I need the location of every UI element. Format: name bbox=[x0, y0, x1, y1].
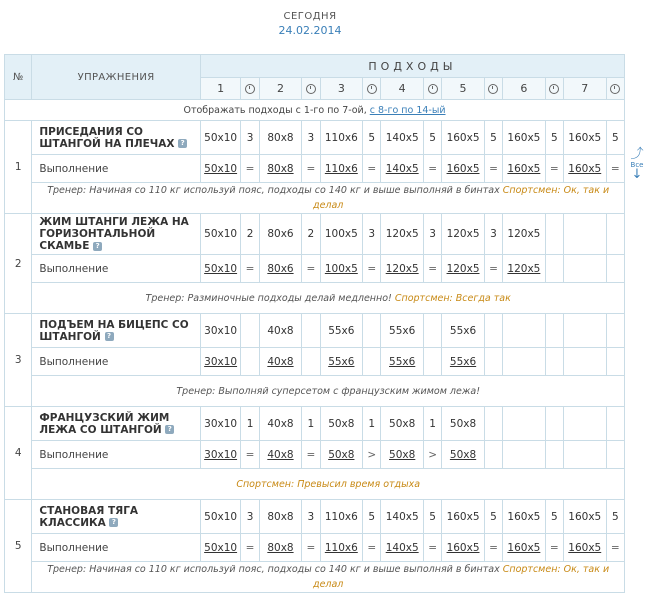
rest-time-cell bbox=[363, 314, 381, 348]
done-set-cell[interactable] bbox=[259, 441, 302, 469]
sets-range-info bbox=[5, 100, 625, 121]
exercise-name[interactable] bbox=[32, 314, 200, 348]
help-icon[interactable]: ? bbox=[105, 332, 114, 341]
planned-set-cell: 55x6 bbox=[442, 314, 485, 348]
planned-set-cell: 110x6 bbox=[320, 121, 363, 155]
done-set-cell[interactable] bbox=[442, 441, 485, 469]
up-arrow-icon: ⤴ bbox=[630, 147, 644, 162]
rest-time-cell bbox=[484, 314, 502, 348]
planned-set-cell bbox=[563, 407, 606, 441]
rest-time-cell: 5 bbox=[423, 121, 441, 155]
done-set-link[interactable]: 110x6 bbox=[324, 541, 358, 554]
exercise-title: СТАНОВАЯ ТЯГА КЛАССИКА bbox=[39, 504, 139, 529]
rest-compare-cell: = bbox=[302, 441, 320, 469]
rest-time-cell bbox=[302, 314, 320, 348]
rest-compare-cell: > bbox=[423, 441, 441, 469]
rest-time-cell bbox=[545, 214, 563, 255]
rest-compare-cell: = bbox=[241, 534, 259, 562]
planned-set-cell: 50x8 bbox=[442, 407, 485, 441]
planned-set-cell: 160x5 bbox=[442, 121, 485, 155]
rest-time-cell bbox=[545, 314, 563, 348]
planned-set-cell bbox=[503, 407, 546, 441]
sets-range-link[interactable]: с 8-го по 14-ый bbox=[369, 104, 446, 116]
planned-set-cell: 110x6 bbox=[320, 500, 363, 534]
done-set-cell bbox=[563, 255, 606, 283]
rest-time-cell: 3 bbox=[423, 214, 441, 255]
exercise-done-row bbox=[5, 255, 625, 283]
done-set-link[interactable]: 80x8 bbox=[267, 162, 294, 175]
rest-time-cell: 3 bbox=[241, 500, 259, 534]
comment-cell bbox=[32, 562, 625, 593]
exercise-comment-row bbox=[5, 183, 625, 214]
rest-compare-cell: = bbox=[484, 534, 502, 562]
done-set-link[interactable]: 30x10 bbox=[204, 355, 238, 368]
planned-set-cell: 40x8 bbox=[259, 314, 302, 348]
done-set-cell bbox=[563, 348, 606, 376]
done-set-link[interactable]: 55x6 bbox=[328, 355, 355, 368]
rest-compare-cell: = bbox=[302, 155, 320, 183]
set-number-7: 7 bbox=[563, 78, 606, 100]
rest-time-cell: 5 bbox=[545, 500, 563, 534]
rest-compare-cell bbox=[545, 348, 563, 376]
rest-clock-icon bbox=[302, 78, 320, 100]
rest-compare-cell: = bbox=[606, 534, 624, 562]
rest-compare-cell: = bbox=[363, 255, 381, 283]
done-set-cell[interactable] bbox=[442, 534, 485, 562]
coach-comment: Тренер: Разминочные подходы делай медленно! bbox=[145, 292, 392, 304]
done-set-link[interactable]: 160x5 bbox=[446, 162, 480, 175]
planned-set-cell: 100x5 bbox=[320, 214, 363, 255]
done-set-link[interactable]: 50x8 bbox=[328, 448, 355, 461]
planned-set-cell: 160x5 bbox=[563, 121, 606, 155]
planned-set-cell bbox=[563, 214, 606, 255]
done-set-cell bbox=[503, 348, 546, 376]
done-label: Выполнение bbox=[32, 441, 200, 469]
done-set-cell[interactable] bbox=[200, 155, 241, 183]
col-num-header: № bbox=[5, 55, 32, 100]
exercise-done-row bbox=[5, 534, 625, 562]
planned-set-cell: 80x8 bbox=[259, 500, 302, 534]
done-set-link[interactable]: 160x5 bbox=[568, 541, 602, 554]
col-exercises-header: УПРАЖНЕНИЯ bbox=[32, 55, 200, 100]
planned-set-cell: 30x10 bbox=[200, 314, 241, 348]
done-set-link[interactable]: 55x6 bbox=[449, 355, 477, 368]
workout-table bbox=[4, 54, 625, 593]
exercise-title: ПРИСЕДАНИЯ СО ШТАНГОЙ НА ПЛЕЧАХ bbox=[39, 125, 175, 150]
help-icon[interactable]: ? bbox=[165, 425, 174, 434]
rest-clock-icon bbox=[484, 78, 502, 100]
date-header bbox=[0, 11, 620, 37]
rest-time-cell: 3 bbox=[484, 214, 502, 255]
rest-clock-icon bbox=[241, 78, 259, 100]
done-set-cell[interactable] bbox=[442, 255, 485, 283]
done-set-cell[interactable] bbox=[442, 348, 485, 376]
rest-compare-cell bbox=[302, 348, 320, 376]
rest-compare-cell: = bbox=[363, 534, 381, 562]
show-all-toggle[interactable] bbox=[627, 149, 647, 181]
rest-time-cell bbox=[423, 314, 441, 348]
exercise-plan-row bbox=[5, 407, 625, 441]
rest-compare-cell: = bbox=[241, 441, 259, 469]
rest-time-cell bbox=[606, 314, 624, 348]
rest-compare-cell: = bbox=[484, 155, 502, 183]
done-set-cell[interactable] bbox=[320, 348, 363, 376]
exercise-plan-row bbox=[5, 314, 625, 348]
today-label: СЕГОДНЯ bbox=[283, 11, 337, 22]
set-number-5: 5 bbox=[442, 78, 485, 100]
done-set-link[interactable]: 100x5 bbox=[324, 262, 358, 275]
rest-time-cell: 5 bbox=[484, 121, 502, 155]
exercise-title: ФРАНЦУЗСКИЙ ЖИМ ЛЕЖА СО ШТАНГОЙ bbox=[39, 411, 170, 436]
rest-clock-icon bbox=[423, 78, 441, 100]
done-set-link[interactable]: 140x5 bbox=[385, 541, 419, 554]
done-set-cell[interactable] bbox=[381, 255, 424, 283]
rest-compare-cell bbox=[484, 441, 502, 469]
athlete-comment: Спортсмен: Всегда так bbox=[394, 292, 511, 304]
done-set-cell[interactable] bbox=[381, 348, 424, 376]
rest-time-cell: 5 bbox=[423, 500, 441, 534]
rest-compare-cell: = bbox=[363, 155, 381, 183]
exercise-number: 2 bbox=[5, 214, 32, 314]
planned-set-cell: 80x6 bbox=[259, 214, 302, 255]
rest-time-cell: 1 bbox=[241, 407, 259, 441]
done-set-cell[interactable] bbox=[320, 155, 363, 183]
done-set-link[interactable]: 160x5 bbox=[568, 162, 602, 175]
exercise-plan-row bbox=[5, 500, 625, 534]
rest-time-cell: 3 bbox=[363, 214, 381, 255]
coach-comment: Тренер: Начиная со 110 кг используй пояс, подходы со 140 кг и выше выполняй в бинтах bbox=[47, 185, 500, 196]
rest-clock-icon bbox=[606, 78, 624, 100]
done-set-link[interactable]: 140x5 bbox=[385, 162, 419, 175]
done-set-cell[interactable] bbox=[563, 534, 606, 562]
rest-time-cell: 2 bbox=[302, 214, 320, 255]
rest-compare-cell: = bbox=[241, 155, 259, 183]
done-set-link[interactable]: 40x8 bbox=[267, 355, 294, 368]
exercise-plan-row bbox=[5, 214, 625, 255]
done-set-cell[interactable] bbox=[320, 534, 363, 562]
athlete-comment: Спортсмен: Ок, так и делал bbox=[313, 564, 610, 590]
planned-set-cell: 55x6 bbox=[320, 314, 363, 348]
exercise-number: 5 bbox=[5, 500, 32, 593]
planned-set-cell: 55x6 bbox=[381, 314, 424, 348]
planned-set-cell: 30x10 bbox=[200, 407, 241, 441]
done-set-cell[interactable] bbox=[381, 155, 424, 183]
done-set-link[interactable]: 50x8 bbox=[389, 448, 416, 461]
set-number-1: 1 bbox=[200, 78, 241, 100]
exercise-number: 3 bbox=[5, 314, 32, 407]
done-set-cell bbox=[563, 441, 606, 469]
rest-compare-cell: = bbox=[241, 255, 259, 283]
rest-time-cell: 5 bbox=[545, 121, 563, 155]
done-label: Выполнение bbox=[32, 155, 200, 183]
done-set-cell[interactable] bbox=[200, 255, 241, 283]
done-set-cell[interactable] bbox=[200, 534, 241, 562]
rest-time-cell: 5 bbox=[606, 500, 624, 534]
done-set-cell[interactable] bbox=[381, 441, 424, 469]
rest-time-cell: 5 bbox=[606, 121, 624, 155]
done-set-cell[interactable] bbox=[563, 155, 606, 183]
done-set-link[interactable]: 80x6 bbox=[267, 262, 294, 275]
done-set-link[interactable]: 30x10 bbox=[204, 448, 238, 461]
exercise-title: ПОДЪЕМ НА БИЦЕПС СО ШТАНГОЙ bbox=[39, 318, 189, 343]
done-set-cell[interactable] bbox=[381, 534, 424, 562]
rest-compare-cell: = bbox=[545, 534, 563, 562]
rest-compare-cell: = bbox=[484, 255, 502, 283]
done-set-link[interactable]: 120x5 bbox=[507, 262, 541, 275]
planned-set-cell: 50x8 bbox=[320, 407, 363, 441]
rest-clock-icon bbox=[545, 78, 563, 100]
done-set-link[interactable]: 50x10 bbox=[204, 162, 238, 175]
comment-cell bbox=[32, 283, 625, 314]
rest-compare-cell: = bbox=[423, 534, 441, 562]
done-set-link[interactable]: 120x5 bbox=[385, 262, 419, 275]
done-set-cell[interactable] bbox=[320, 441, 363, 469]
rest-time-cell: 5 bbox=[363, 121, 381, 155]
done-set-cell[interactable] bbox=[200, 348, 241, 376]
rest-compare-cell bbox=[241, 348, 259, 376]
comment-cell bbox=[32, 376, 625, 407]
planned-set-cell: 50x10 bbox=[200, 121, 241, 155]
planned-set-cell: 120x5 bbox=[503, 214, 546, 255]
planned-set-cell: 50x10 bbox=[200, 214, 241, 255]
done-set-link[interactable]: 50x10 bbox=[204, 541, 238, 554]
done-set-cell[interactable] bbox=[503, 534, 546, 562]
done-set-cell[interactable] bbox=[259, 255, 302, 283]
exercise-done-row bbox=[5, 348, 625, 376]
done-set-cell[interactable] bbox=[259, 155, 302, 183]
coach-comment: Тренер: Выполняй суперсетом с французским жимом лежа! bbox=[176, 385, 481, 397]
rest-time-cell bbox=[484, 407, 502, 441]
done-set-link[interactable]: 55x6 bbox=[389, 355, 416, 368]
exercise-name[interactable] bbox=[32, 500, 200, 534]
planned-set-cell: 160x5 bbox=[503, 500, 546, 534]
exercise-name[interactable] bbox=[32, 407, 200, 441]
rest-time-cell: 5 bbox=[363, 500, 381, 534]
exercise-done-row bbox=[5, 155, 625, 183]
athlete-comment: Спортсмен: Ок, так и делал bbox=[313, 185, 610, 211]
col-sets-header: ПОДХОДЫ bbox=[200, 55, 624, 78]
rest-time-cell bbox=[545, 407, 563, 441]
rest-compare-cell: = bbox=[545, 155, 563, 183]
rest-time-cell: 1 bbox=[363, 407, 381, 441]
exercise-name[interactable] bbox=[32, 121, 200, 155]
planned-set-cell: 40x8 bbox=[259, 407, 302, 441]
down-arrow-icon: ↓ bbox=[631, 167, 643, 182]
rest-compare-cell: > bbox=[363, 441, 381, 469]
rest-time-cell bbox=[241, 314, 259, 348]
show-all-label: Все bbox=[630, 161, 644, 169]
rest-compare-cell: = bbox=[302, 534, 320, 562]
done-label: Выполнение bbox=[32, 348, 200, 376]
rest-compare-cell bbox=[423, 348, 441, 376]
done-set-link[interactable]: 160x5 bbox=[507, 162, 541, 175]
done-set-cell bbox=[503, 441, 546, 469]
rest-time-cell bbox=[606, 214, 624, 255]
exercise-comment-row bbox=[5, 562, 625, 593]
comment-cell bbox=[32, 183, 625, 214]
done-label: Выполнение bbox=[32, 534, 200, 562]
rest-time-cell: 1 bbox=[302, 407, 320, 441]
done-set-link[interactable]: 120x5 bbox=[446, 262, 480, 275]
rest-compare-cell bbox=[363, 348, 381, 376]
rest-time-cell: 3 bbox=[302, 500, 320, 534]
help-icon[interactable]: ? bbox=[109, 518, 118, 527]
done-set-link[interactable]: 160x5 bbox=[446, 541, 480, 554]
exercise-name[interactable] bbox=[32, 214, 200, 255]
rest-time-cell: 1 bbox=[423, 407, 441, 441]
done-set-link[interactable]: 80x8 bbox=[267, 541, 294, 554]
done-set-cell[interactable] bbox=[503, 155, 546, 183]
help-icon[interactable]: ? bbox=[93, 242, 102, 251]
rest-compare-cell bbox=[545, 255, 563, 283]
planned-set-cell: 140x5 bbox=[381, 500, 424, 534]
rest-time-cell: 2 bbox=[241, 214, 259, 255]
planned-set-cell: 120x5 bbox=[381, 214, 424, 255]
exercise-plan-row bbox=[5, 121, 625, 155]
planned-set-cell: 160x5 bbox=[563, 500, 606, 534]
rest-compare-cell: = bbox=[423, 255, 441, 283]
planned-set-cell bbox=[563, 314, 606, 348]
rest-time-cell: 3 bbox=[241, 121, 259, 155]
planned-set-cell: 120x5 bbox=[442, 214, 485, 255]
current-date: 24.02.2014 bbox=[278, 24, 342, 37]
rest-compare-cell: = bbox=[423, 155, 441, 183]
done-set-cell[interactable] bbox=[200, 441, 241, 469]
done-set-cell[interactable] bbox=[259, 534, 302, 562]
set-number-2: 2 bbox=[259, 78, 302, 100]
comment-cell bbox=[32, 469, 625, 500]
done-set-cell[interactable] bbox=[259, 348, 302, 376]
set-number-4: 4 bbox=[381, 78, 424, 100]
planned-set-cell: 50x10 bbox=[200, 500, 241, 534]
coach-comment: Тренер: Начиная со 110 кг используй пояс, подходы со 140 кг и выше выполняй в бинтах bbox=[47, 564, 500, 575]
athlete-comment: Спортсмен: Превысил время отдыха bbox=[236, 478, 421, 490]
done-set-link[interactable]: 160x5 bbox=[507, 541, 541, 554]
rest-compare-cell bbox=[545, 441, 563, 469]
rest-compare-cell: = bbox=[606, 155, 624, 183]
set-number-6: 6 bbox=[503, 78, 546, 100]
planned-set-cell: 50x8 bbox=[381, 407, 424, 441]
rest-time-cell: 5 bbox=[484, 500, 502, 534]
rest-time-cell: 3 bbox=[302, 121, 320, 155]
rest-compare-cell bbox=[606, 441, 624, 469]
done-set-link[interactable]: 50x10 bbox=[204, 262, 238, 275]
planned-set-cell: 160x5 bbox=[442, 500, 485, 534]
done-set-link[interactable]: 40x8 bbox=[267, 448, 294, 461]
exercise-done-row bbox=[5, 441, 625, 469]
done-set-cell[interactable] bbox=[320, 255, 363, 283]
done-set-link[interactable]: 110x6 bbox=[324, 162, 358, 175]
planned-set-cell: 140x5 bbox=[381, 121, 424, 155]
planned-set-cell: 160x5 bbox=[503, 121, 546, 155]
rest-time-cell bbox=[606, 407, 624, 441]
done-set-cell[interactable] bbox=[442, 155, 485, 183]
rest-compare-cell: = bbox=[302, 255, 320, 283]
exercise-number: 4 bbox=[5, 407, 32, 500]
rest-compare-cell bbox=[606, 348, 624, 376]
set-number-3: 3 bbox=[320, 78, 363, 100]
done-set-link[interactable]: 50x8 bbox=[449, 448, 477, 461]
planned-set-cell bbox=[503, 314, 546, 348]
exercise-comment-row bbox=[5, 283, 625, 314]
sets-range-text: Отображать подходы с 1-го по 7-ой, bbox=[183, 104, 367, 116]
exercise-comment-row bbox=[5, 469, 625, 500]
exercise-comment-row bbox=[5, 376, 625, 407]
done-label: Выполнение bbox=[32, 255, 200, 283]
planned-set-cell: 80x8 bbox=[259, 121, 302, 155]
rest-compare-cell bbox=[484, 348, 502, 376]
exercise-title: ЖИМ ШТАНГИ ЛЕЖА НА ГОРИЗОНТАЛЬНОЙ СКАМЬЕ bbox=[39, 216, 189, 252]
exercise-number: 1 bbox=[5, 121, 32, 214]
help-icon[interactable]: ? bbox=[178, 139, 187, 148]
rest-clock-icon bbox=[363, 78, 381, 100]
rest-compare-cell bbox=[606, 255, 624, 283]
done-set-cell[interactable] bbox=[503, 255, 546, 283]
